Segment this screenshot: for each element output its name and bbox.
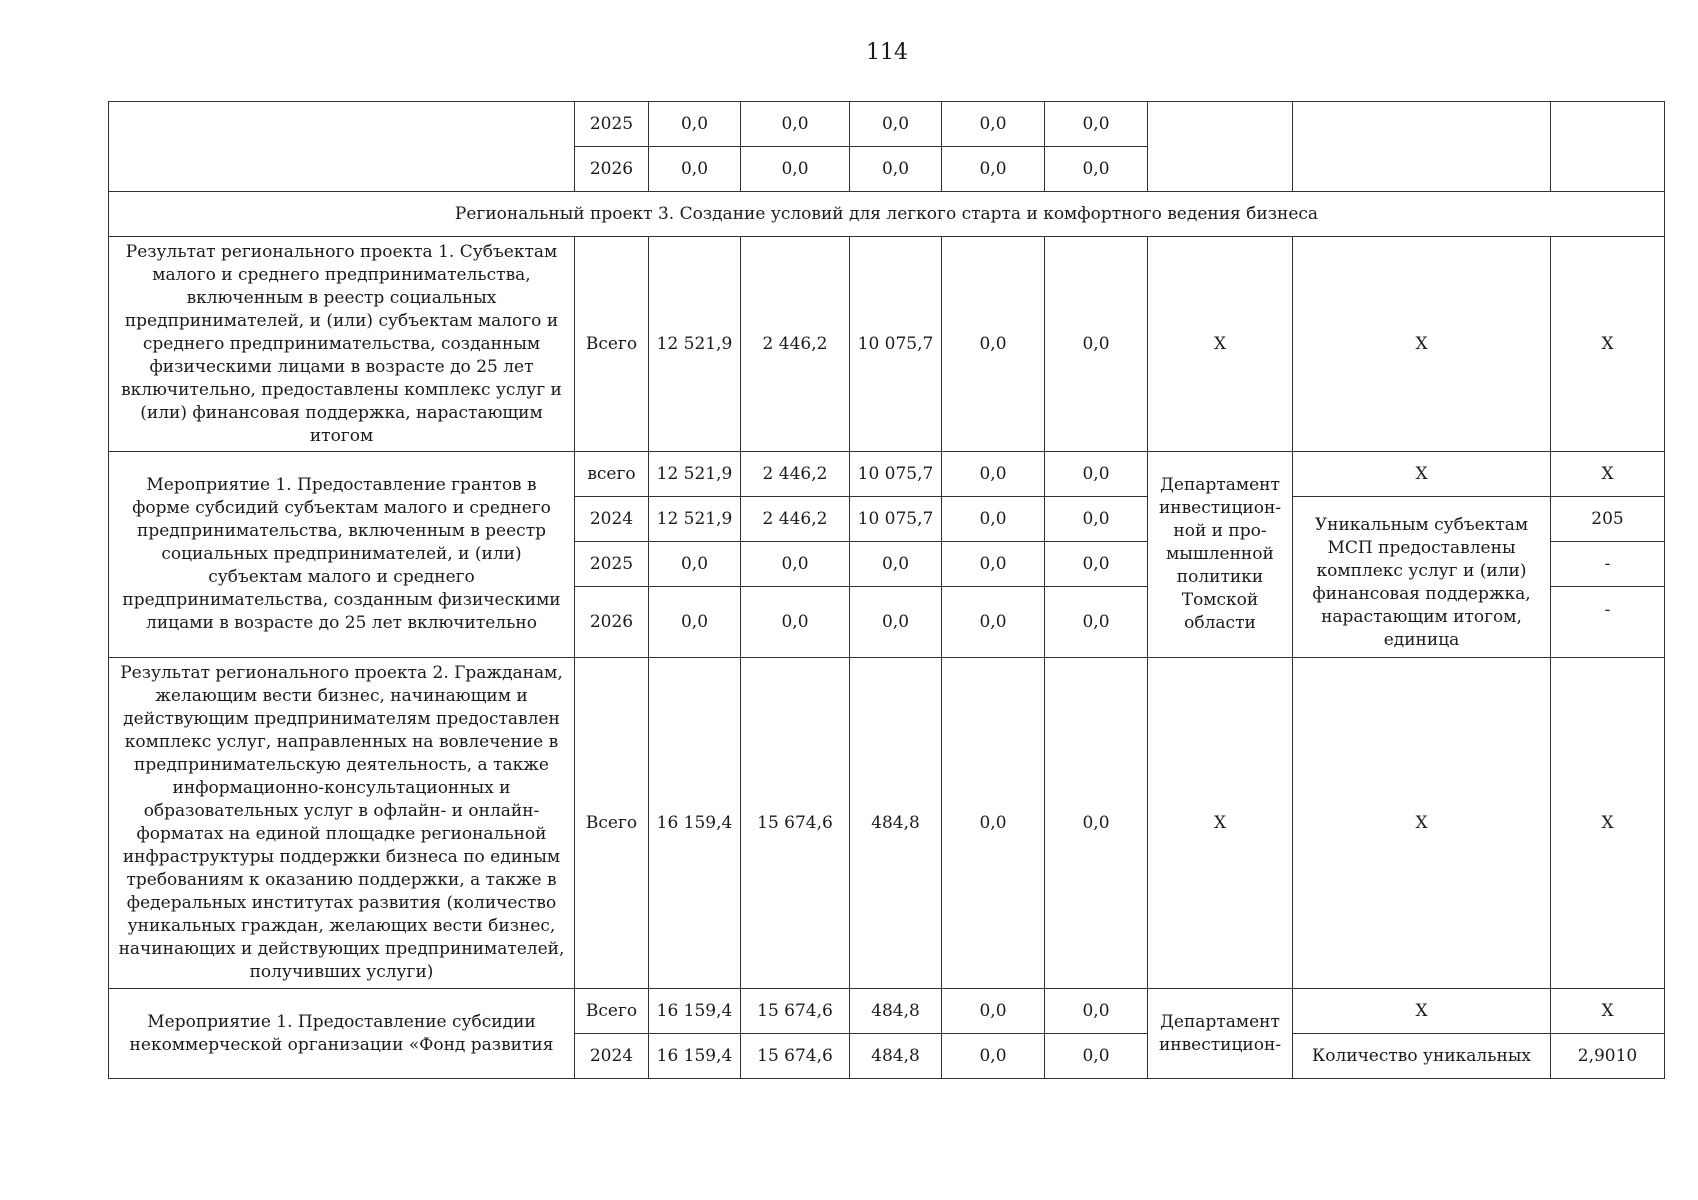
value-cell: 0,0	[942, 452, 1045, 497]
value-cell: 0,0	[942, 587, 1045, 658]
value-cell: 0,0	[741, 147, 850, 192]
period-cell: 2026	[575, 587, 649, 658]
budget-table	[108, 101, 1665, 1079]
value-cell: 0,0	[649, 102, 741, 147]
indicator-value-cell: -	[1551, 587, 1665, 658]
indicator-cell: X	[1293, 989, 1551, 1034]
indicator-cell: Количество уникальных	[1293, 1034, 1551, 1079]
executor-cell: Департамент инвестицион-ной и про-мышленной политики Томской области	[1148, 452, 1293, 658]
value-cell: 2 446,2	[741, 452, 850, 497]
value-cell: 12 521,9	[649, 497, 741, 542]
value-cell: 15 674,6	[741, 658, 850, 989]
value-cell: 0,0	[1045, 452, 1148, 497]
value-cell: 0,0	[741, 587, 850, 658]
value-cell: 15 674,6	[741, 989, 850, 1034]
value-cell: 484,8	[850, 1034, 942, 1079]
result-row	[109, 237, 1665, 452]
value-cell: 0,0	[649, 542, 741, 587]
indicator-value-cell: X	[1551, 237, 1665, 452]
value-cell: 0,0	[741, 542, 850, 587]
value-cell: 10 075,7	[850, 452, 942, 497]
executor-cell: Департамент инвестицион-	[1148, 989, 1293, 1079]
value-cell: 0,0	[942, 147, 1045, 192]
value-cell: 0,0	[741, 102, 850, 147]
value-cell: 0,0	[942, 989, 1045, 1034]
executor-cell: X	[1148, 237, 1293, 452]
value-cell: 0,0	[1045, 147, 1148, 192]
result-row	[109, 658, 1665, 989]
project-title: Региональный проект 3. Создание условий для легкого старта и комфортного ведения бизнеса	[109, 192, 1665, 237]
event-description: Мероприятие 1. Предоставление субсидии некоммерческой организации «Фонд развития	[109, 989, 575, 1079]
indicator-cell: X	[1293, 237, 1551, 452]
value-cell: 12 521,9	[649, 452, 741, 497]
event-row	[109, 452, 1665, 497]
indicator-cell: X	[1293, 658, 1551, 989]
value-cell: 484,8	[850, 989, 942, 1034]
value-cell: 16 159,4	[649, 989, 741, 1034]
indicator-value-cell: X	[1551, 658, 1665, 989]
value-cell: 0,0	[942, 237, 1045, 452]
value-cell: 0,0	[649, 147, 741, 192]
value-cell: 0,0	[1045, 1034, 1148, 1079]
indicator-value-cell: 2,9010	[1551, 1034, 1665, 1079]
value-cell: 0,0	[1045, 102, 1148, 147]
page-number: 114	[866, 40, 908, 65]
value-cell: 0,0	[1045, 237, 1148, 452]
value-cell: 16 159,4	[649, 1034, 741, 1079]
period-cell: 2026	[575, 147, 649, 192]
value-cell: 2 446,2	[741, 237, 850, 452]
value-cell: 0,0	[1045, 587, 1148, 658]
result-description: Результат регионального проекта 2. Гражданам, желающим вести бизнес, начинающим и действующим предпринимателям предоставлен комплекс услуг, направленных на вовлечение в предпринимательскую деятельность, а также информационно-консультационных и образовательных услуг в офлайн- и онлайн-форматах на единой площадке региональной инфраструктуры поддержки бизнеса по единым требованиям к оказанию поддержки, а также в федеральных институтах развития (количество уникальных граждан, желающих вести бизнес, начинающих и действующих предпринимателей, получивших услуги)	[109, 658, 575, 989]
value-cell: 484,8	[850, 658, 942, 989]
table-row	[109, 102, 1665, 147]
executor-cell	[1148, 102, 1293, 192]
project-header-row	[109, 192, 1665, 237]
period-cell: 2024	[575, 1034, 649, 1079]
value-cell: 0,0	[942, 102, 1045, 147]
value-cell: 0,0	[1045, 542, 1148, 587]
period-cell: Всего	[575, 658, 649, 989]
indicator-cell: Уникальным субъектам МСП предоставлены комплекс услуг и (или) финансовая поддержка, нарастающим итогом, единица	[1293, 497, 1551, 658]
value-cell: 0,0	[850, 147, 942, 192]
value-cell: 12 521,9	[649, 237, 741, 452]
value-cell: 0,0	[1045, 497, 1148, 542]
event-description: Мероприятие 1. Предоставление грантов в форме субсидий субъектам малого и среднего предпринимательства, включенным в реестр социальных предпринимателей, и (или) субъектам малого и среднего предпринимательства, созданным физическими лицами в возрасте до 25 лет включительно	[109, 452, 575, 658]
period-cell: Всего	[575, 989, 649, 1034]
period-cell: всего	[575, 452, 649, 497]
indicator-value-cell: -	[1551, 542, 1665, 587]
value-cell: 0,0	[649, 587, 741, 658]
period-cell: Всего	[575, 237, 649, 452]
value-cell: 2 446,2	[741, 497, 850, 542]
value-cell: 0,0	[850, 587, 942, 658]
value-cell: 15 674,6	[741, 1034, 850, 1079]
indicator-cell: X	[1293, 452, 1551, 497]
indicator-cell	[1293, 102, 1551, 192]
period-cell: 2025	[575, 102, 649, 147]
period-cell: 2025	[575, 542, 649, 587]
value-cell: 10 075,7	[850, 237, 942, 452]
value-cell: 0,0	[942, 1034, 1045, 1079]
value-cell: 0,0	[942, 497, 1045, 542]
result-description: Результат регионального проекта 1. Субъектам малого и среднего предпринимательства, включенным в реестр социальных предпринимателей, и (или) субъектам малого и среднего предпринимательства, созданным физическими лицами в возрасте до 25 лет включительно, предоставлены комплекс услуг и (или) финансовая поддержка, нарастающим итогом	[109, 237, 575, 452]
value-cell: 16 159,4	[649, 658, 741, 989]
value-cell: 0,0	[942, 658, 1045, 989]
period-cell: 2024	[575, 497, 649, 542]
event-row	[109, 989, 1665, 1034]
value-cell: 0,0	[1045, 989, 1148, 1034]
indicator-value-cell	[1551, 102, 1665, 192]
indicator-value-cell: X	[1551, 452, 1665, 497]
indicator-value-cell: 205	[1551, 497, 1665, 542]
empty-cell	[109, 102, 575, 192]
indicator-value-cell: X	[1551, 989, 1665, 1034]
value-cell: 0,0	[850, 102, 942, 147]
value-cell: 0,0	[850, 542, 942, 587]
executor-cell: X	[1148, 658, 1293, 989]
value-cell: 10 075,7	[850, 497, 942, 542]
value-cell: 0,0	[942, 542, 1045, 587]
value-cell: 0,0	[1045, 658, 1148, 989]
